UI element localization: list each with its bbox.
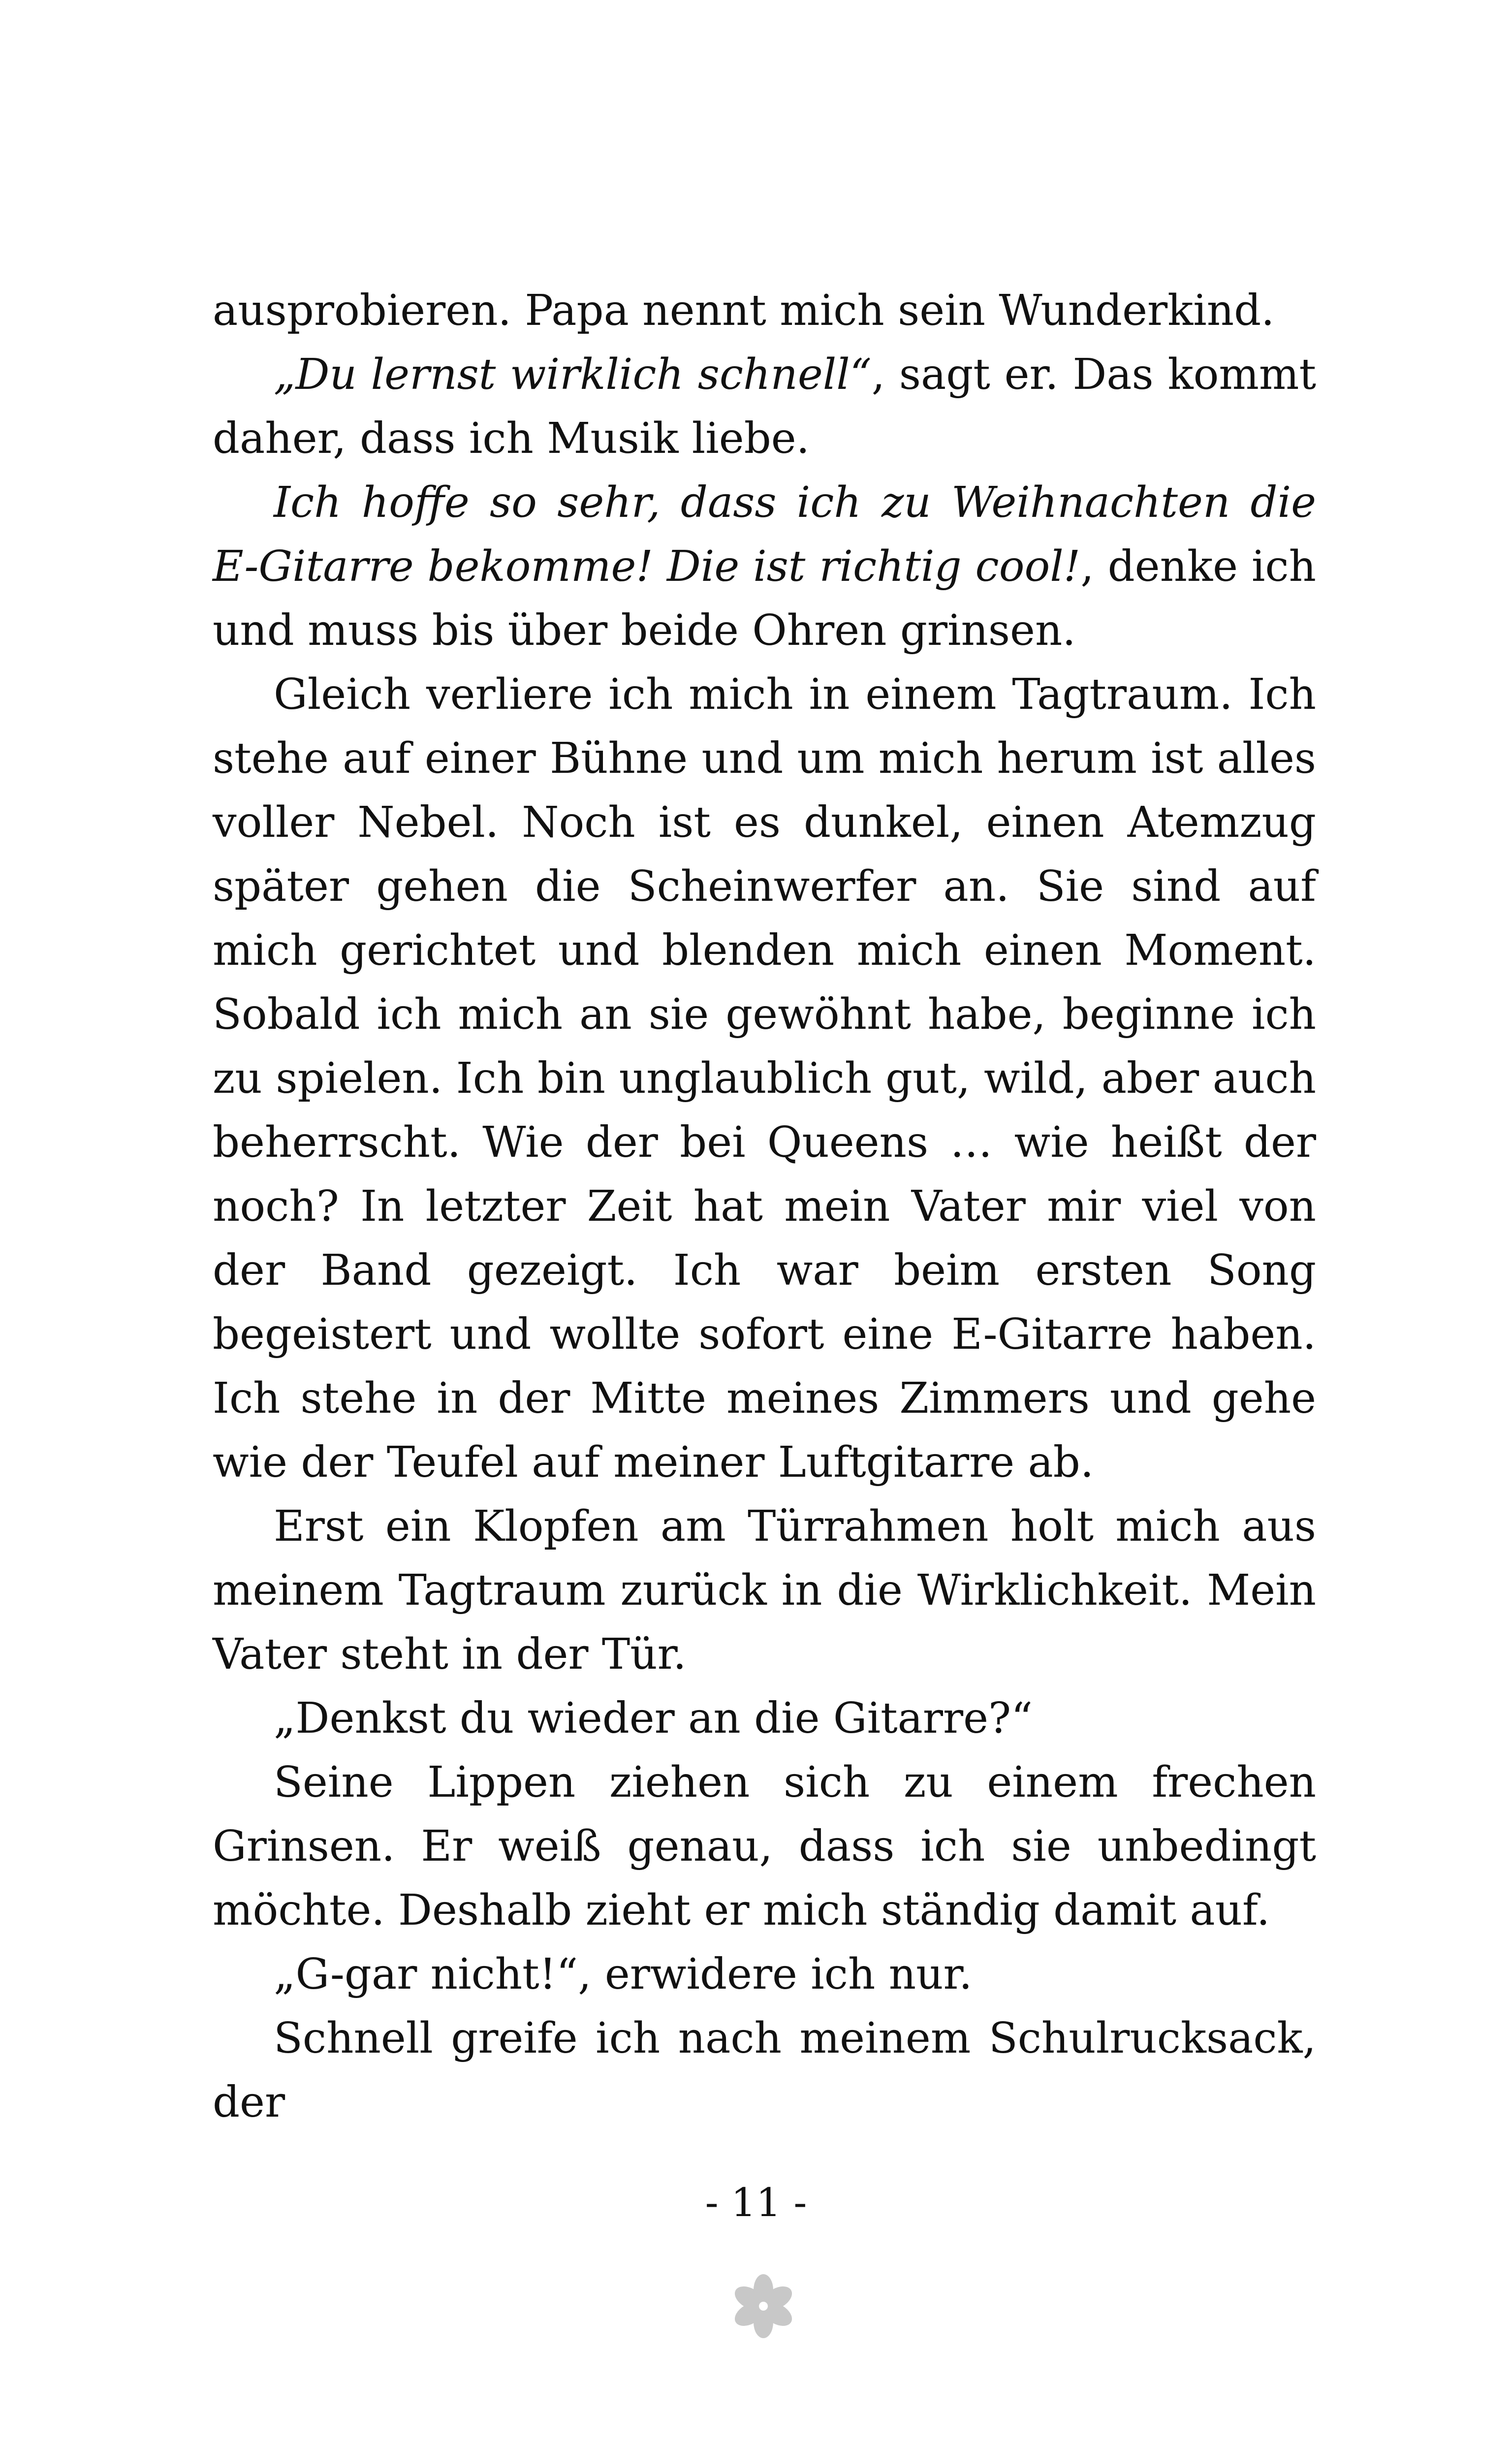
text-segment: „Denkst du wieder an die Gitarre?“	[274, 1694, 1033, 1743]
ornament-center	[759, 2302, 768, 2311]
paragraph	[213, 2006, 1316, 2134]
paragraph	[213, 1494, 1316, 1686]
text-segment: Erst ein Klopfen am Türrahmen holt mich aus meinem Tagtraum zurück in die Wirklichkeit. Mein Vater steht in der Tür.	[213, 1502, 1316, 1679]
text-segment: Schnell greife ich nach meinem Schulrucksack, der	[213, 2014, 1316, 2127]
page-number: - 11 -	[705, 2180, 807, 2225]
text-segment: ausprobieren. Papa nennt mich sein Wunderkind.	[213, 286, 1275, 335]
paragraph	[213, 1750, 1316, 1942]
text-segment: Gleich verliere ich mich in einem Tagtraum. Ich stehe auf einer Bühne und um mich herum ist alles voller Nebel. Noch ist es dunkel, einen Atemzug später gehen die Scheinwerfer an. Sie sind auf mich gerichtet und blenden mich einen Moment. Sobald ich mich an sie gewöhnt habe, beginne ich zu spielen. Ich bin unglaublich gut, wild, aber auch beherrscht. Wie der bei Queens … wie heißt der noch? In letzter Zeit hat mein Vater mir viel von der Band gezeigt. Ich war beim ersten Song begeistert und wollte sofort eine E-Gitarre haben. Ich stehe in der Mitte meines Zimmers und gehe wie der Teufel auf meiner Luftgitarre ab.	[213, 670, 1316, 1487]
paragraph	[213, 471, 1316, 663]
italic-text: Ich hoffe so sehr, dass ich zu Weihnachten die E-Gitarre bekomme! Die ist richtig cool!	[213, 478, 1316, 591]
paragraph	[213, 279, 1316, 343]
text-segment: „G-gar nicht!“, erwidere ich nur.	[274, 1950, 973, 1999]
paragraph	[213, 1942, 1316, 2006]
paragraph	[213, 343, 1316, 471]
paragraph	[213, 663, 1316, 1494]
text-segment: , denke ich und muss bis über beide Ohren grinsen.	[213, 542, 1316, 655]
text-segment: Seine Lippen ziehen sich zu einem frechen Grinsen. Er weiß genau, dass ich sie unbedingt möchte. Deshalb zieht er mich ständig damit auf.	[213, 1758, 1316, 1935]
body-text	[213, 279, 1316, 2134]
flower-ornament-icon	[726, 2269, 800, 2343]
paragraph	[213, 1686, 1316, 1750]
italic-text: „Du lernst wirklich schnell“	[274, 350, 872, 399]
text-segment: , sagt er. Das kommt daher, dass ich Musik liebe.	[213, 350, 1317, 463]
